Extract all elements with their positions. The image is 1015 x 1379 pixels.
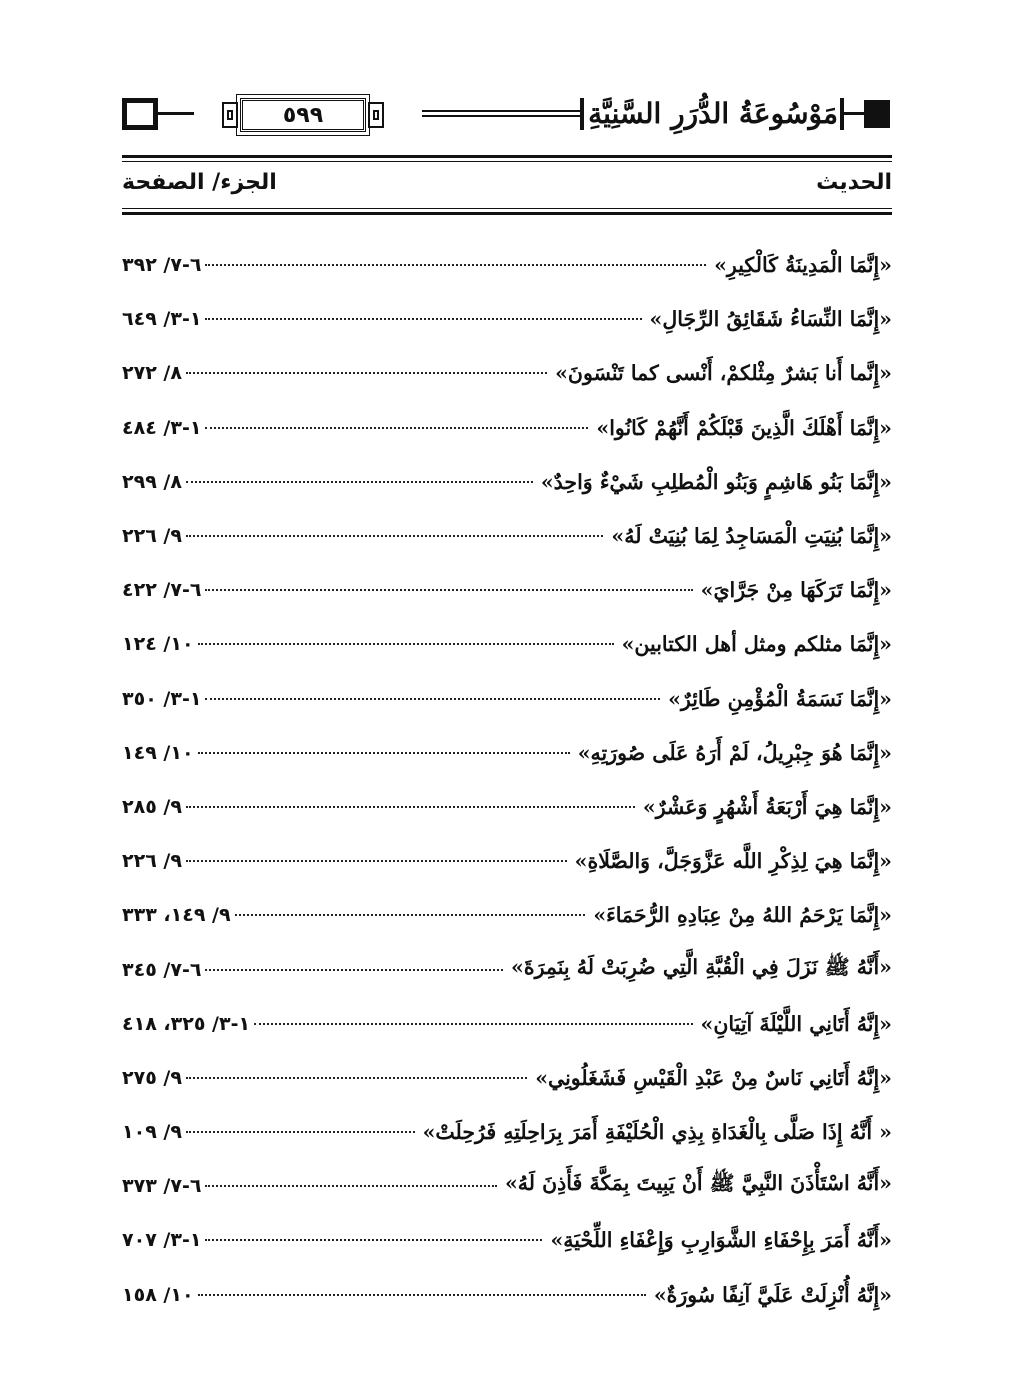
hadith-text: «إِنَّمَا هُوَ جِبْرِيلُ، لَمْ أَرَهُ عَلَى صُورَتِهِ» xyxy=(577,740,892,765)
list-item xyxy=(122,509,892,563)
ornament-square-right xyxy=(864,100,890,128)
dot-leader xyxy=(235,914,586,916)
volume-page-ref: ١-٣/ ٦٤٩ xyxy=(122,308,202,331)
volume-page-ref: ٩/ ٢٢٦ xyxy=(122,525,182,548)
dot-leader xyxy=(254,1023,692,1025)
volume-page-ref: ١-٣/ ٤٨٤ xyxy=(122,416,202,439)
dot-leader xyxy=(198,643,614,645)
hadith-text: «إِنَّمَا الْمَدِينَةُ كَالْكِيرِ» xyxy=(714,253,892,278)
dot-leader xyxy=(205,589,692,591)
list-item xyxy=(122,401,892,455)
volume-page-ref: ٦-٧/ ٣٩٢ xyxy=(122,254,202,277)
volume-page-ref: ٩/ ١٠٩ xyxy=(122,1121,182,1144)
volume-page-ref: ٦-٧/ ٤٢٢ xyxy=(122,579,202,602)
hadith-text: «إِنَّما أَنا بَشرٌ مِثْلكمْ، أَنْسى كما تَنْسَونَ» xyxy=(555,361,892,386)
hadith-index-list xyxy=(122,238,892,1322)
running-header xyxy=(122,92,892,144)
list-item xyxy=(122,888,892,942)
list-item xyxy=(122,1213,892,1267)
dot-leader xyxy=(186,372,547,374)
list-item xyxy=(122,238,892,292)
header-rule-middle xyxy=(422,110,582,112)
dot-leader xyxy=(186,860,567,862)
list-item xyxy=(122,942,892,996)
hadith-text: «إِنَّمَا نَسَمَةُ الْمُؤْمِنِ طَائِرٌ» xyxy=(668,686,892,711)
hadith-text: «إِنَّمَا مثلكم ومثل أهل الكتابين» xyxy=(621,632,892,657)
dot-leader xyxy=(186,481,533,483)
list-item xyxy=(122,1051,892,1105)
table-rule-bottom-thin xyxy=(122,208,892,209)
volume-page-ref: ١٠/ ١٢٤ xyxy=(122,633,194,656)
ornament-bar-middle xyxy=(580,98,584,130)
volume-page-ref: ١-٣/ ٣٥٠ xyxy=(122,687,202,710)
column-header-hadith: الحديث xyxy=(816,170,892,195)
hadith-text: «أَنَّهُ اسْتَأْذَنَ النَّبِيَّ ﷺ أَنْ يَبِيتَ بِمَكَّةَ فَأَذِنَ لَهُ» xyxy=(504,1171,892,1196)
hadith-text: «إِنَّمَا هِيَ أَرْبَعَةُ أَشْهُرٍ وَعَشْرٌ» xyxy=(642,794,892,819)
header-rule-middle-2 xyxy=(422,115,582,117)
dot-leader xyxy=(205,264,706,266)
table-rule-top xyxy=(122,155,892,158)
list-item xyxy=(122,346,892,400)
volume-page-ref: ٦-٧/ ٣٤٥ xyxy=(122,958,202,981)
column-header-volume-page: الجزء/ الصفحة xyxy=(122,170,277,195)
dot-leader xyxy=(186,806,635,808)
dot-leader xyxy=(198,752,570,754)
hadith-text: «أَنَّهُ أَمَرَ بِإِحْفَاءِ الشَّوَارِبِ وَإِعْفَاءِ اللِّحْيَةِ» xyxy=(550,1228,892,1253)
volume-page-ref: ٩/ ١٤٩، ٣٣٣ xyxy=(122,904,231,927)
list-item xyxy=(122,997,892,1051)
volume-page-ref: ٦-٧/ ٣٧٣ xyxy=(122,1175,202,1198)
dot-leader xyxy=(198,1294,646,1296)
list-item xyxy=(122,780,892,834)
hadith-text: «إِنَّمَا تَرَكَهَا مِنْ جَرَّايَ» xyxy=(700,578,892,603)
list-item xyxy=(122,617,892,671)
volume-page-ref: ١-٣/ ٧٠٧ xyxy=(122,1229,202,1252)
ornament-square-left xyxy=(122,98,158,130)
ornament-knot-left xyxy=(222,102,238,128)
list-item xyxy=(122,292,892,346)
dot-leader xyxy=(186,1077,527,1079)
volume-page-ref: ٨/ ٢٩٩ xyxy=(122,470,182,493)
volume-page-ref: ١٠/ ١٤٩ xyxy=(122,741,194,764)
list-item xyxy=(122,1105,892,1159)
dot-leader xyxy=(205,1185,496,1187)
hadith-text: «إِنَّمَا النِّسَاءُ شَقَائِقُ الرِّجَالِ» xyxy=(649,307,892,332)
list-item xyxy=(122,726,892,780)
dot-leader xyxy=(186,1131,415,1133)
table-rule-bottom xyxy=(122,212,892,215)
volume-page-ref: ١٠/ ١٥٨ xyxy=(122,1283,194,1306)
volume-page-ref: ١-٣/ ٣٢٥، ٤١٨ xyxy=(122,1012,251,1035)
dot-leader xyxy=(205,969,503,971)
hadith-text: «إِنَّمَا بُنِيَتِ الْمَسَاجِدُ لِمَا بُنِيَتْ لَهُ» xyxy=(611,524,892,549)
hadith-text: «إِنَّمَا بَنُو هَاشِمٍ وَبَنُو الْمُطلِبِ شَيْءٌ وَاحِدٌ» xyxy=(540,469,892,494)
list-item xyxy=(122,1159,892,1213)
hadith-text: «إِنَّمَا هِيَ لِذِكْرِ اللَّه عَزَّوَجَلَّ، وَالصَّلَاةِ» xyxy=(574,849,892,874)
list-item xyxy=(122,672,892,726)
header-rule-right xyxy=(844,112,864,115)
hadith-text: «إِنَّمَا يَرْحَمُ اللهُ مِنْ عِبَادِهِ الرُّحَمَاءَ» xyxy=(593,903,892,928)
volume-page-ref: ٩/ ٢٢٦ xyxy=(122,850,182,873)
dot-leader xyxy=(186,535,603,537)
page-number: ٥٩٩ xyxy=(282,102,324,128)
list-item xyxy=(122,455,892,509)
volume-page-ref: ٩/ ٢٧٥ xyxy=(122,1066,182,1089)
hadith-text: «إِنَّمَا أَهْلَكَ الَّذِينَ قَبْلَكُمْ أَنَّهُمْ كَانُوا» xyxy=(596,415,892,440)
volume-page-ref: ٨/ ٢٧٢ xyxy=(122,362,182,385)
volume-page-ref: ٩/ ٢٨٥ xyxy=(122,795,182,818)
ornament-knot-right xyxy=(368,102,384,128)
page-number-frame xyxy=(184,96,420,134)
list-item xyxy=(122,563,892,617)
dot-leader xyxy=(205,427,588,429)
list-item xyxy=(122,1268,892,1322)
page-number-box xyxy=(240,98,366,132)
dot-leader xyxy=(205,318,641,320)
hadith-text: «إِنَّهُ أَتَانِي نَاسٌ مِنْ عَبْدِ الْقَيْسِ فَشَغَلُونِي» xyxy=(535,1065,892,1090)
dot-leader xyxy=(205,1239,542,1241)
table-rule-top-thin xyxy=(122,161,892,162)
series-title: مَوْسُوعَةُ الدُّرَرِ السَّنِيَّةِ xyxy=(588,97,838,130)
hadith-text: «أَنَّهُ ﷺ نَزَلَ فِي الْقُبَّةِ الَّتِي ضُرِبَتْ لَهُ بِنَمِرَةَ» xyxy=(511,954,892,979)
hadith-text: « أَنَّهُ إِذَا صَلَّى بِالْغَدَاةِ بِذِي الْحُلَيْفَةِ أَمَرَ بِرَاحِلَتِهِ فَرُحِلَتْ» xyxy=(422,1120,892,1145)
list-item xyxy=(122,834,892,888)
hadith-text: «إِنَّهُ أَتَانِي اللَّيْلَةَ آتِيَانِ» xyxy=(700,1011,892,1036)
hadith-text: «إِنَّهُ أُنْزِلَتْ عَلَيَّ آنِفًا سُورَةٌ» xyxy=(653,1282,892,1307)
dot-leader xyxy=(205,698,660,700)
